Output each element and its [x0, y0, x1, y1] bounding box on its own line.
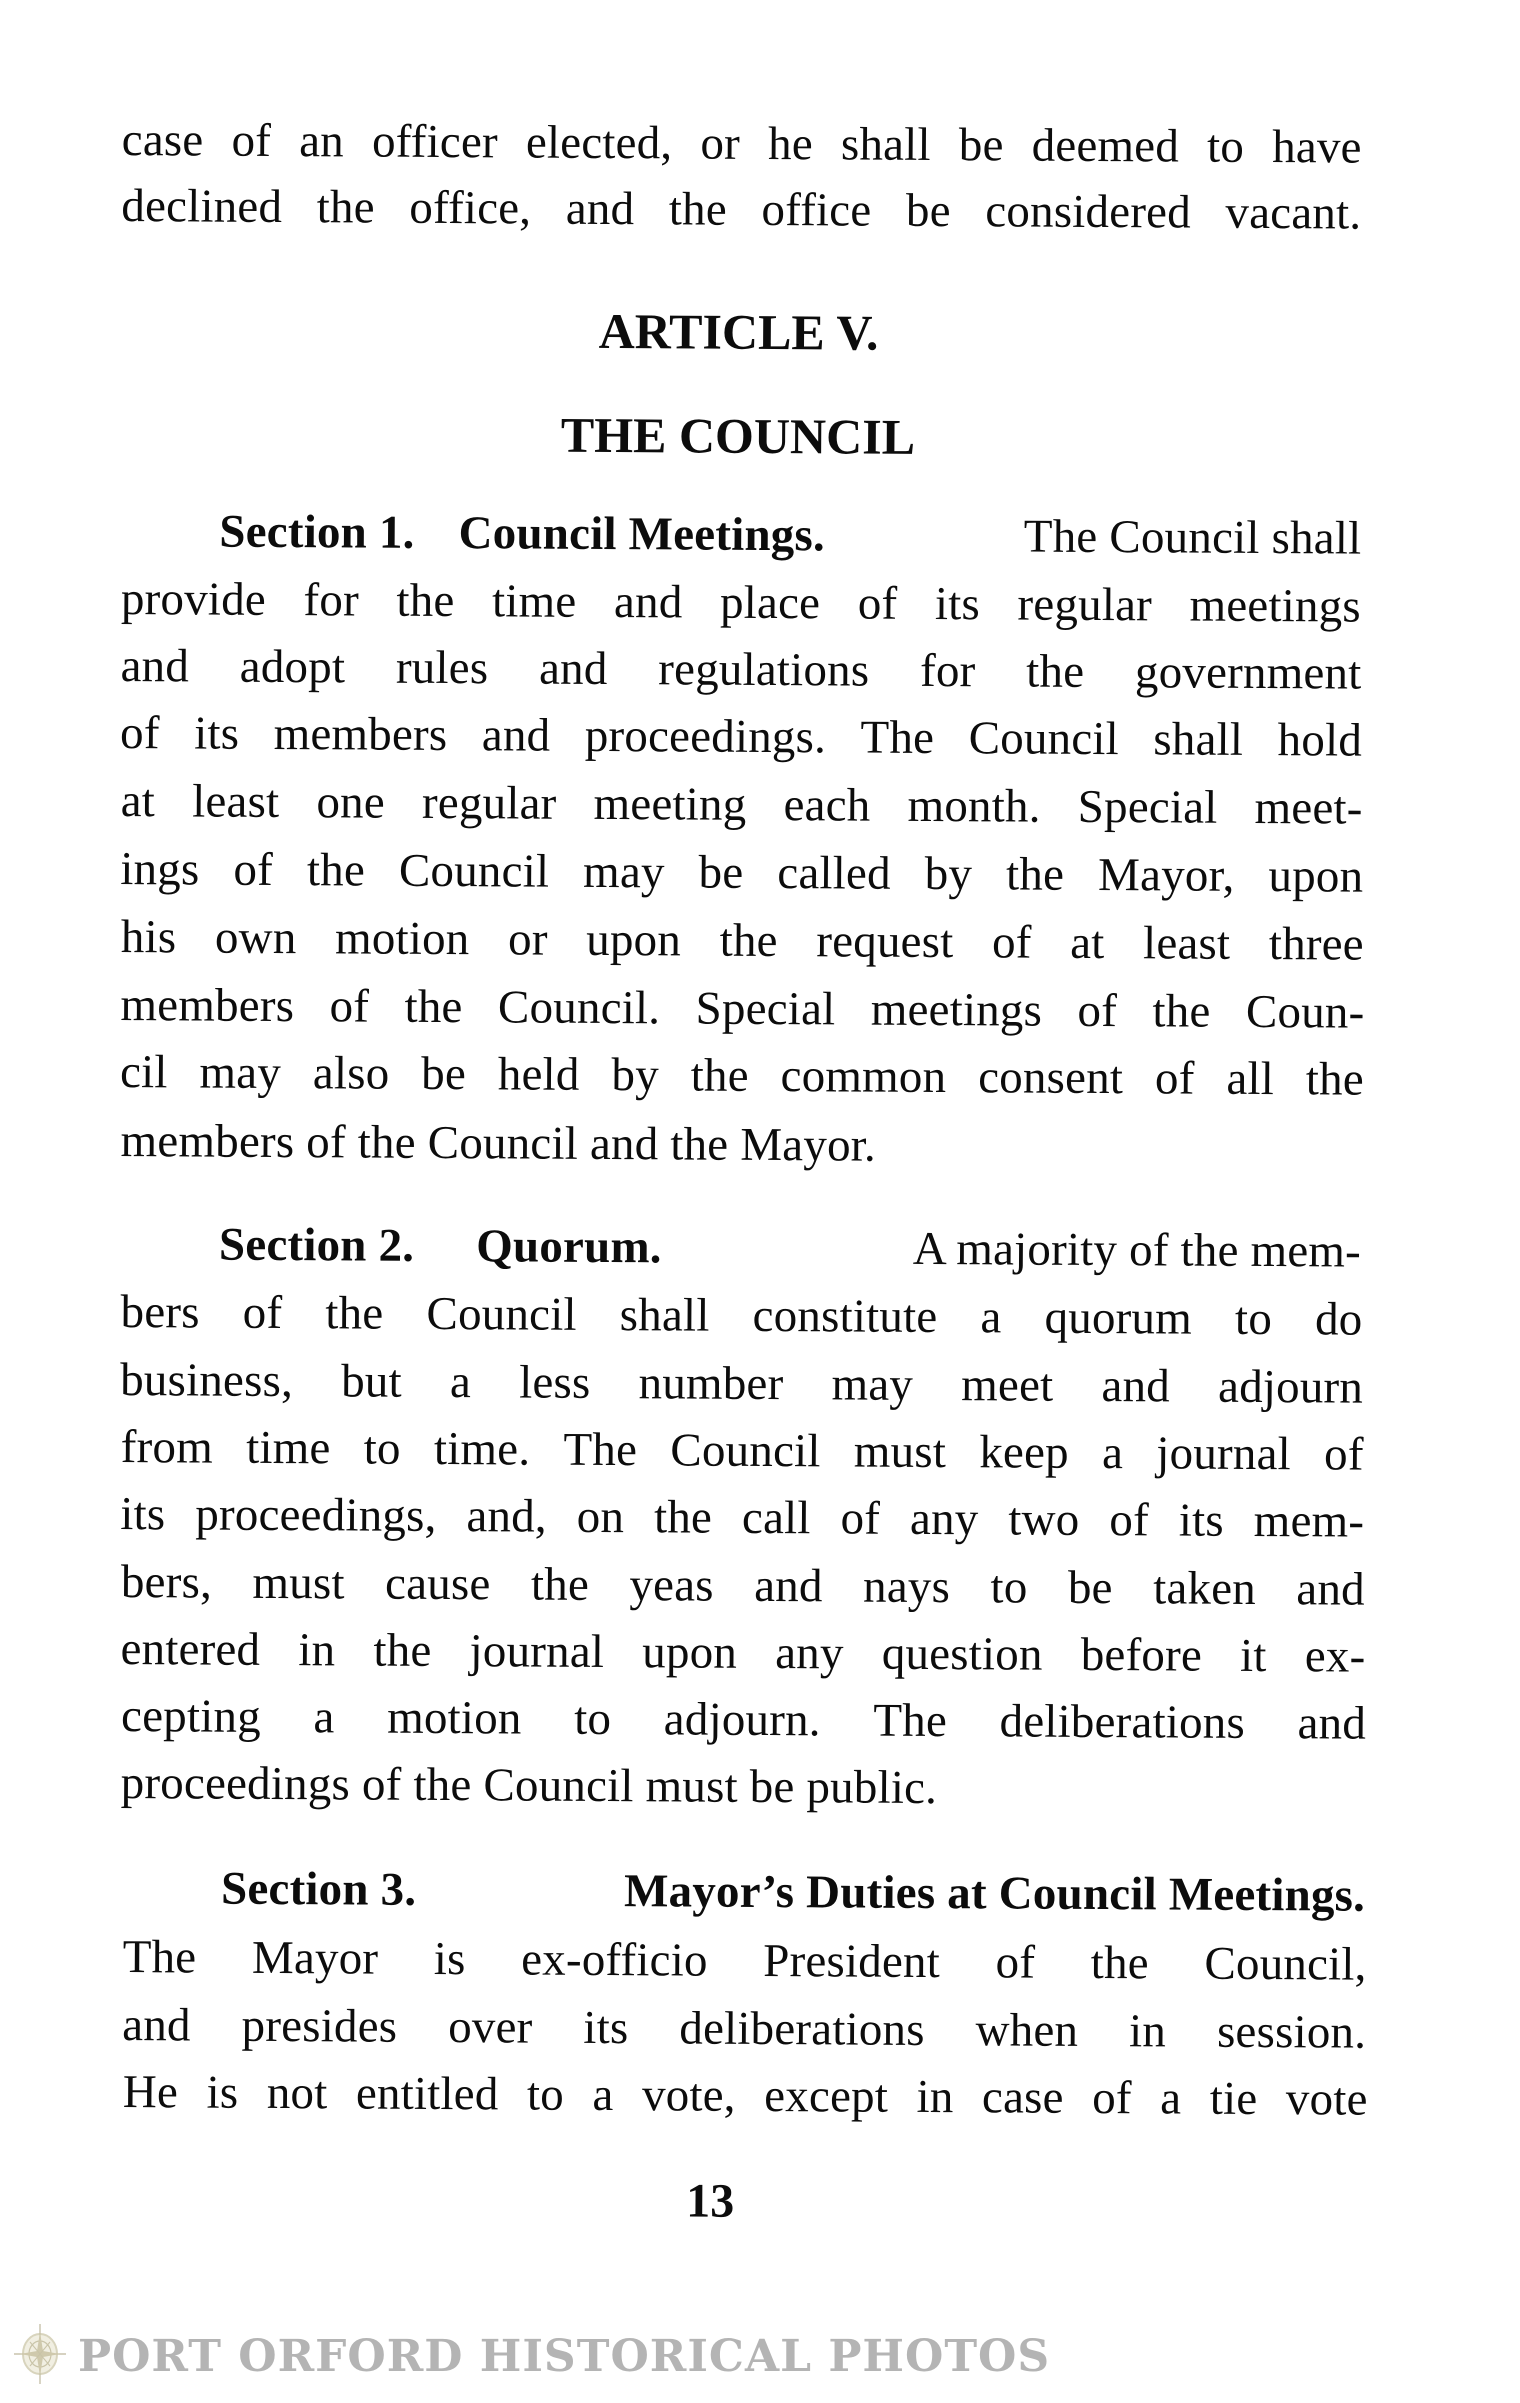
- text-line: bers, must cause the yeas and nays to be taken and: [120, 1556, 1366, 1616]
- section-number: Section 1.: [219, 505, 415, 559]
- text-line: case of an officer elected, or he shall be deemed to have: [121, 114, 1362, 174]
- text-line: provide for the time and place of its regular meetings: [120, 573, 1362, 633]
- text-line: and adopt rules and regulations for the government: [120, 640, 1362, 700]
- text-line: bers of the Council shall constitute a quorum to do: [120, 1286, 1363, 1346]
- text-line: proceedings of the Council must be public.: [120, 1757, 938, 1815]
- article-title: ARTICLE V.: [598, 302, 879, 361]
- text-line: cil may also be held by the common consent of all the: [119, 1046, 1365, 1106]
- section-3-heading: [221, 1861, 1365, 1924]
- section-title: Mayor’s Duties at Council Meetings.: [623, 1865, 1366, 1922]
- text-line: entered in the journal upon any question before it ex-: [120, 1623, 1366, 1683]
- text-line: business, but a less number may meet and adjourn: [120, 1354, 1364, 1414]
- text-line: from time to time. The Council must keep a journal of: [120, 1421, 1364, 1481]
- text-line: his own motion or upon the request of at least three: [120, 911, 1364, 971]
- watermark: [12, 2326, 1050, 2386]
- watermark-text: PORT ORFORD HISTORICAL PHOTOS: [78, 2330, 1051, 2382]
- section-text: A majority of the mem-: [912, 1222, 1362, 1278]
- section-title: Quorum.: [476, 1220, 662, 1274]
- compass-rose-icon: [12, 2324, 68, 2389]
- text-line: its proceedings, and, on the call of any two of its mem-: [120, 1488, 1365, 1548]
- text-line: of its members and proceedings. The Council shall hold: [119, 707, 1363, 767]
- text-line: declined the office, and the office be considered vacant.: [121, 180, 1362, 240]
- text-line: cepting a motion to adjourn. The deliberations and: [120, 1690, 1367, 1750]
- section-number: Section 2.: [218, 1218, 415, 1272]
- text-line: ings of the Council may be called by the Mayor, upon: [120, 843, 1364, 903]
- text-line: at least one regular meeting each month. Special meet-: [120, 775, 1363, 835]
- section-number: Section 3.: [220, 1862, 417, 1916]
- text-line: The Mayor is ex-officio President of the Council,: [122, 1931, 1367, 1991]
- page-number: 13: [686, 2174, 735, 2228]
- text-line: He is not entitled to a vote, except in case of a tie vote: [122, 2066, 1368, 2126]
- section-title: Council Meetings.: [458, 507, 826, 562]
- text-line: and presides over its deliberations when in session.: [122, 1999, 1367, 2059]
- text-line: members of the Council and the Mayor.: [120, 1115, 877, 1172]
- section-2-heading: [219, 1217, 1361, 1280]
- text-line: members of the Council. Special meetings of the Coun-: [120, 979, 1365, 1039]
- section-1-heading: [219, 504, 1361, 567]
- article-subtitle: THE COUNCIL: [560, 406, 916, 465]
- section-text: The Council shall: [1023, 510, 1362, 565]
